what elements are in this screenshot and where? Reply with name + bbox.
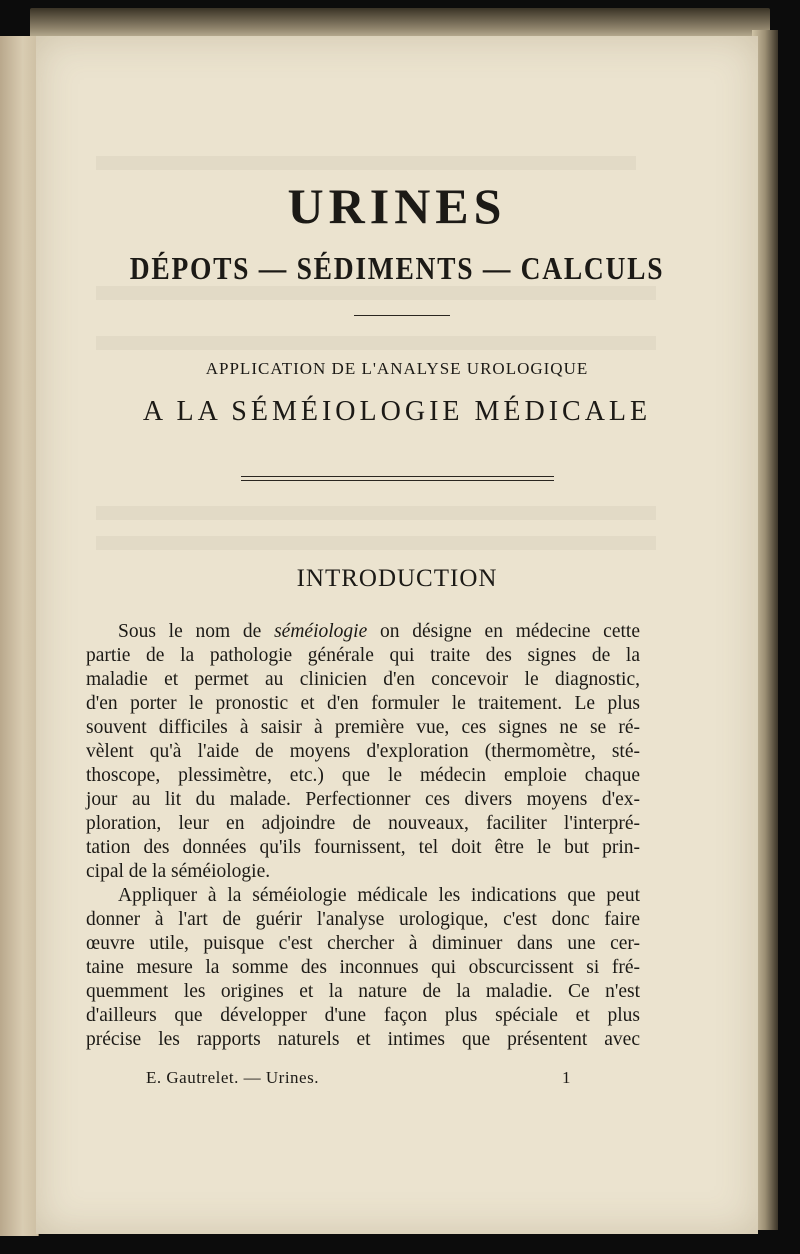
- book-subtitle: DÉPOTS — SÉDIMENTS — CALCULS: [129, 250, 665, 286]
- text-run: on désigne en médecine cette: [367, 621, 640, 642]
- show-through: [96, 156, 636, 170]
- show-through: [96, 536, 656, 550]
- paragraph-line: précise les rapports naturels et intimes que présentent avec: [86, 1029, 640, 1050]
- paragraph-line: taine mesure la somme des inconnues qui obscurcissent si fré-: [86, 957, 640, 978]
- body-text: [86, 620, 640, 1052]
- paragraph-line: ploration, leur en adjoindre de nouveaux, faciliter l'interpré-: [86, 813, 640, 834]
- double-rule-bottom: [241, 480, 554, 481]
- paragraph-line: tation des données qu'ils fournissent, tel doit être le but prin-: [86, 837, 640, 858]
- page-number: 1: [562, 1068, 571, 1087]
- paragraph-line: donner à l'art de guérir l'analyse urologique, c'est donc faire: [86, 909, 640, 930]
- paragraph-line: d'ailleurs que développer d'une façon plus spéciale et plus: [86, 1005, 640, 1026]
- paragraph-line: thoscope, plessimètre, etc.) que le médecin emploie chaque: [86, 765, 640, 786]
- previous-page-edge: [0, 36, 39, 1236]
- section-heading: INTRODUCTION: [296, 565, 498, 592]
- application-line: APPLICATION DE L'ANALYSE UROLOGIQUE: [205, 359, 589, 378]
- paragraph-line: cipal de la séméiologie.: [86, 861, 271, 882]
- paragraph-line: d'en porter le pronostic et d'en formuler le traitement. Le plus: [86, 693, 640, 714]
- paragraph-line: œuvre utile, puisque c'est chercher à diminuer dans une cer-: [86, 933, 640, 954]
- book-page: [36, 36, 758, 1234]
- paragraph-line: [86, 620, 640, 644]
- paragraph-line: vèlent qu'à l'aide de moyens d'exploration (thermomètre, sté-: [86, 741, 640, 762]
- paragraph-line: Appliquer à la séméiologie médicale les indications que peut: [118, 885, 640, 906]
- show-through: [96, 286, 656, 300]
- paragraph-line: maladie et permet au clinicien d'en concevoir le diagnostic,: [86, 669, 640, 690]
- book-title: URINES: [287, 178, 507, 234]
- paragraph-line: partie de la pathologie générale qui traite des signes de la: [86, 645, 640, 666]
- short-rule: [354, 315, 450, 316]
- paragraph-line: quemment les origines et la nature de la maladie. Ce n'est: [86, 981, 640, 1002]
- paragraph-line: souvent difficiles à saisir à première vue, ces signes ne se ré-: [86, 717, 640, 738]
- emphasis: séméiologie: [274, 621, 368, 642]
- text-run: Sous le nom de: [118, 621, 275, 642]
- show-through: [96, 336, 656, 350]
- footer-author: E. Gautrelet. — Urines.: [146, 1068, 319, 1087]
- double-rule-top: [241, 476, 554, 477]
- show-through: [96, 506, 656, 520]
- paragraph-line: jour au lit du malade. Perfectionner ces divers moyens d'ex-: [86, 789, 640, 810]
- application-title: A LA SÉMÉIOLOGIE MÉDICALE: [142, 396, 652, 427]
